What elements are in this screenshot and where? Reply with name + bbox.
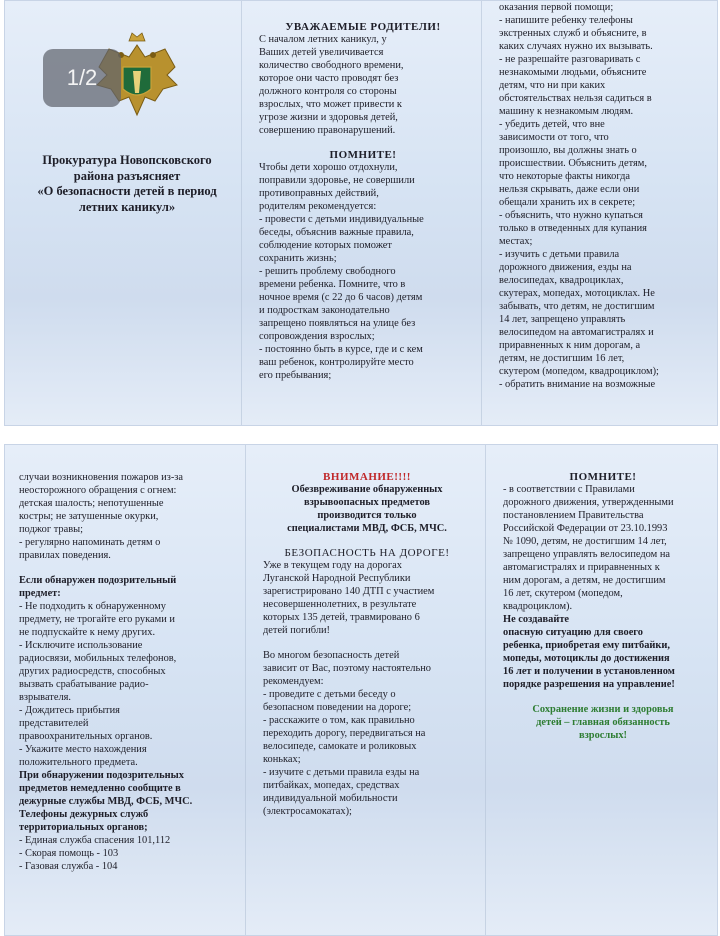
text-line: детей – главная обязанность bbox=[536, 717, 670, 728]
text-line: - обратить внимание на возможные bbox=[499, 379, 656, 390]
suspicious-object-text bbox=[19, 600, 231, 769]
text-line: опасную ситуацию для своего bbox=[503, 627, 643, 638]
text-line: Ваших детей увеличивается bbox=[259, 47, 384, 58]
panel-road-safety bbox=[249, 445, 485, 935]
text-line: приравненных к ним дорогам, а bbox=[499, 340, 641, 351]
text-line: оказания первой помощи; bbox=[499, 2, 614, 13]
text-line: взрывателя. bbox=[19, 692, 72, 703]
text-line: зарегистрировано 140 ДТП с участием bbox=[263, 586, 435, 597]
text-line: произошло, вы должны знать о bbox=[499, 145, 637, 156]
text-line: постановлением Правительства bbox=[503, 510, 644, 521]
text-line: - решить проблему свободного bbox=[259, 266, 396, 277]
text-line: других радиосредств, способных bbox=[19, 666, 166, 677]
text-line: дорожного движения, утвержденными bbox=[503, 497, 674, 508]
text-line: которое они часто проводят без bbox=[259, 73, 399, 84]
warning-bold-text bbox=[503, 613, 703, 691]
text-line: 16 лет и получении в установленном bbox=[503, 666, 675, 677]
remember-heading: ПОМНИТЕ! bbox=[329, 149, 397, 161]
text-line: Телефоны дежурных служб bbox=[19, 809, 149, 820]
text-line: производится только bbox=[317, 510, 417, 521]
page-indicator: 1/2 bbox=[43, 49, 121, 107]
text-line: переходить дорогу, передвигаться на bbox=[263, 728, 426, 739]
text-line: случаи возникновения пожаров из-за bbox=[19, 472, 184, 483]
text-line: времени ребенка. Помните, что в bbox=[259, 279, 406, 290]
text-line: Луганской Народной Республики bbox=[263, 573, 411, 584]
text-line: вызвать срабатывание радио- bbox=[19, 679, 149, 690]
cover-title-line: Прокуратура Новопсковского bbox=[42, 153, 212, 167]
text-line: специалистами МВД, ФСБ, МЧС. bbox=[287, 523, 447, 534]
text-line: забывать, что детям, не достигшим bbox=[499, 301, 655, 312]
text-line: территориальных органов; bbox=[19, 822, 148, 833]
brochure-page-2 bbox=[4, 444, 718, 936]
remember-heading: ПОМНИТЕ! bbox=[569, 471, 637, 483]
fold-line bbox=[481, 1, 482, 425]
text-line: запрещено управлять велосипедом на bbox=[503, 549, 671, 560]
text-line: предмет: bbox=[19, 588, 61, 599]
text-line: - постоянно быть в курсе, где и с кем bbox=[259, 344, 423, 355]
fire-safety-text bbox=[19, 471, 231, 562]
brochure-page-1 bbox=[4, 0, 718, 426]
text-line: сохранить жизнь; bbox=[259, 253, 337, 264]
text-line: и подросткам законодательно bbox=[259, 305, 390, 316]
text-line: детей погибли! bbox=[263, 625, 331, 636]
text-line: поджог травы; bbox=[19, 524, 83, 535]
text-line: соблюдение которых поможет bbox=[259, 240, 392, 251]
cover-title-line: летних каникул» bbox=[78, 199, 176, 214]
text-line: скутером (мопедом, квадроциклом); bbox=[499, 366, 659, 377]
cover-title-line: района разъясняет bbox=[73, 168, 181, 183]
text-line: Не создавайте bbox=[503, 614, 570, 625]
text-line: - Исключите использование bbox=[19, 640, 143, 651]
text-line: - расскажите о том, как правильно bbox=[263, 715, 415, 726]
text-line: обещали хранить их в секрете; bbox=[499, 197, 636, 208]
cover-title-line: «О безопасности детей в период bbox=[37, 184, 217, 198]
text-line: экстренных служб и объясните, в bbox=[499, 28, 647, 39]
text-line: - регулярно напоминать детям о bbox=[19, 537, 161, 548]
text-line: происшествии. Объяснить детям, bbox=[499, 158, 647, 169]
text-line: - изучить с детьми правила bbox=[499, 249, 620, 260]
text-line: велосипедах, квадроциклах, bbox=[499, 275, 624, 286]
text-line: - Укажите место нахождения bbox=[19, 744, 147, 755]
text-line: поправили здоровье, не совершили bbox=[259, 175, 415, 186]
text-line: С началом летних каникул, у bbox=[259, 34, 387, 45]
text-line: взрослых! bbox=[579, 730, 627, 741]
attention-text bbox=[263, 483, 471, 535]
text-line: незнакомыми людьми, объясните bbox=[499, 67, 647, 78]
text-line: не подпускайте к нему других. bbox=[19, 627, 156, 638]
text-line: противоправных действий, bbox=[259, 188, 379, 199]
text-line: велосипедом на автомагистралях и bbox=[499, 327, 654, 338]
cover-title bbox=[27, 153, 227, 215]
text-line: ночное время (с 22 до 6 часов) детям bbox=[259, 292, 423, 303]
text-line: - убедить детей, что вне bbox=[499, 119, 605, 130]
road-safety-text bbox=[263, 559, 471, 637]
panel-remember bbox=[489, 445, 717, 935]
text-line: - Дождитесь прибытия bbox=[19, 705, 120, 716]
text-line: квадроциклом). bbox=[503, 601, 573, 612]
text-line: Сохранение жизни и здоровья bbox=[532, 704, 674, 715]
text-line: - в соответствии с Правилами bbox=[503, 484, 635, 495]
phone-list bbox=[19, 834, 231, 873]
text-line: сопровождения взрослых; bbox=[259, 331, 375, 342]
text-line: машину к незнакомым людям. bbox=[499, 106, 634, 117]
parents-advice-text bbox=[259, 161, 467, 382]
text-line: предметов немедленно сообщите в bbox=[19, 783, 181, 794]
text-line: взрослых, что может привести к bbox=[259, 99, 402, 110]
parents-heading: УВАЖАЕМЫЕ РОДИТЕЛИ! bbox=[285, 21, 441, 33]
text-line: запрещено появляться на улице без bbox=[259, 318, 416, 329]
text-line: детям, что ни при каких bbox=[499, 80, 606, 91]
text-line: каких случаях нужно их вызывать. bbox=[499, 41, 653, 52]
text-line: несовершеннолетних, в результате bbox=[263, 599, 417, 610]
text-line: обстоятельствах нельзя садиться в bbox=[499, 93, 652, 104]
text-line: зависит от Вас, поэтому настоятельно bbox=[263, 663, 431, 674]
text-line: радиосвязи, мобильных телефонов, bbox=[19, 653, 177, 664]
text-line: количество свободного времени, bbox=[259, 60, 404, 71]
suspicious-object-heading bbox=[19, 574, 231, 600]
text-line: ним дорогам, а детям, не достигшим bbox=[503, 575, 666, 586]
text-line: дорожного движения, езды на bbox=[499, 262, 632, 273]
text-line: - не разрешайте разговаривать с bbox=[499, 54, 641, 65]
text-line: - Газовая служба - 104 bbox=[19, 861, 118, 872]
text-line: При обнаружении подозрительных bbox=[19, 770, 184, 781]
attention-heading: ВНИМАНИЕ!!!! bbox=[323, 471, 411, 483]
text-line: Чтобы дети хорошо отдохнули, bbox=[259, 162, 398, 173]
closing-slogan bbox=[503, 703, 703, 742]
panel-parents bbox=[245, 1, 481, 425]
text-line: взрывоопасных предметов bbox=[304, 497, 430, 508]
text-line: велосипеде, самокате и роликовых bbox=[263, 741, 417, 752]
text-line: мопеды, мотоциклы до достижения bbox=[503, 653, 670, 664]
text-line: - проведите с детьми беседу о bbox=[263, 689, 396, 700]
fold-line bbox=[245, 445, 246, 935]
safety-advice-text bbox=[499, 1, 703, 391]
text-line: Обезвреживание обнаруженных bbox=[291, 484, 443, 495]
text-line: 16 лет, скутером (мопедом, bbox=[503, 588, 623, 599]
text-line: - Скорая помощь - 103 bbox=[19, 848, 119, 859]
text-line: - Не подходить к обнаруженному bbox=[19, 601, 166, 612]
text-line: Если обнаружен подозрительный bbox=[19, 575, 177, 586]
text-line: Во многом безопасность детей bbox=[263, 650, 400, 661]
text-line: ребенка, приобретая ему питбайки, bbox=[503, 640, 670, 651]
road-advice-text bbox=[263, 649, 471, 818]
text-line: коньках; bbox=[263, 754, 301, 765]
text-line: положительного предмета. bbox=[19, 757, 138, 768]
text-line: порядке разрешения на управление! bbox=[503, 679, 675, 690]
text-line: Уже в текущем году на дорогах bbox=[263, 560, 402, 571]
text-line: дежурные службы МВД, ФСБ, МЧС. bbox=[19, 796, 193, 807]
text-line: (электросамокатах); bbox=[263, 806, 352, 817]
text-line: детская шалость; непотушенные bbox=[19, 498, 164, 509]
text-line: должного контроля со стороны bbox=[259, 86, 397, 97]
text-line: беседы, объяснив важные правила, bbox=[259, 227, 414, 238]
text-line: местах; bbox=[499, 236, 533, 247]
text-line: ваш ребенок, контролируйте место bbox=[259, 357, 414, 368]
text-line: индивидуальной мобильности bbox=[263, 793, 398, 804]
text-line: Российской Федерации от 23.10.1993 bbox=[503, 523, 668, 534]
text-line: зависимости от того, что bbox=[499, 132, 609, 143]
text-line: костры; не затушенные окурки, bbox=[19, 511, 159, 522]
panel-fire-and-objects bbox=[5, 445, 245, 935]
text-line: детям, не достигшим 16 лет, bbox=[499, 353, 625, 364]
road-safety-heading: БЕЗОПАСНОСТЬ НА ДОРОГЕ! bbox=[284, 547, 450, 559]
text-line: - напишите ребенку телефоны bbox=[499, 15, 633, 26]
text-line: рекомендуем: bbox=[263, 676, 324, 687]
text-line: безопасном поведении на дороге; bbox=[263, 702, 412, 713]
text-line: - объяснить, что нужно купаться bbox=[499, 210, 643, 221]
text-line: неосторожного обращения с огнем: bbox=[19, 485, 177, 496]
text-line: предмету, не трогайте его руками и bbox=[19, 614, 175, 625]
text-line: что некоторые факты никогда bbox=[499, 171, 631, 182]
text-line: родителям рекомендуется: bbox=[259, 201, 377, 212]
parents-intro-text bbox=[259, 33, 467, 137]
traffic-rules-text bbox=[503, 483, 703, 613]
text-line: нельзя скрывать, даже если они bbox=[499, 184, 640, 195]
fold-line bbox=[241, 1, 242, 425]
text-line: - Единая служба спасения 101,112 bbox=[19, 835, 171, 846]
text-line: - провести с детьми индивидуальные bbox=[259, 214, 424, 225]
text-line: правоохранительных органов. bbox=[19, 731, 153, 742]
text-line: его пребывания; bbox=[259, 370, 332, 381]
text-line: автомагистралях и приравненных к bbox=[503, 562, 660, 573]
report-services-text bbox=[19, 769, 231, 834]
text-line: № 1090, детям, не достигшим 14 лет, bbox=[503, 536, 667, 547]
text-line: правилах поведения. bbox=[19, 550, 111, 561]
text-line: 14 лет, запрещено управлять bbox=[499, 314, 626, 325]
fold-line bbox=[485, 445, 486, 935]
text-line: угрозе жизни и здоровья детей, bbox=[259, 112, 398, 123]
text-line: скутерах, мопедах, мотоциклах. Не bbox=[499, 288, 655, 299]
text-line: - изучите с детьми правила езды на bbox=[263, 767, 420, 778]
text-line: питбайках, мопедах, средствах bbox=[263, 780, 400, 791]
text-line: совершению правонарушений. bbox=[259, 125, 396, 136]
panel-safety-advice bbox=[485, 1, 717, 425]
text-line: представителей bbox=[19, 718, 89, 729]
text-line: только в отведенных для купания bbox=[499, 223, 647, 234]
text-line: которых 135 детей, травмировано 6 bbox=[263, 612, 420, 623]
